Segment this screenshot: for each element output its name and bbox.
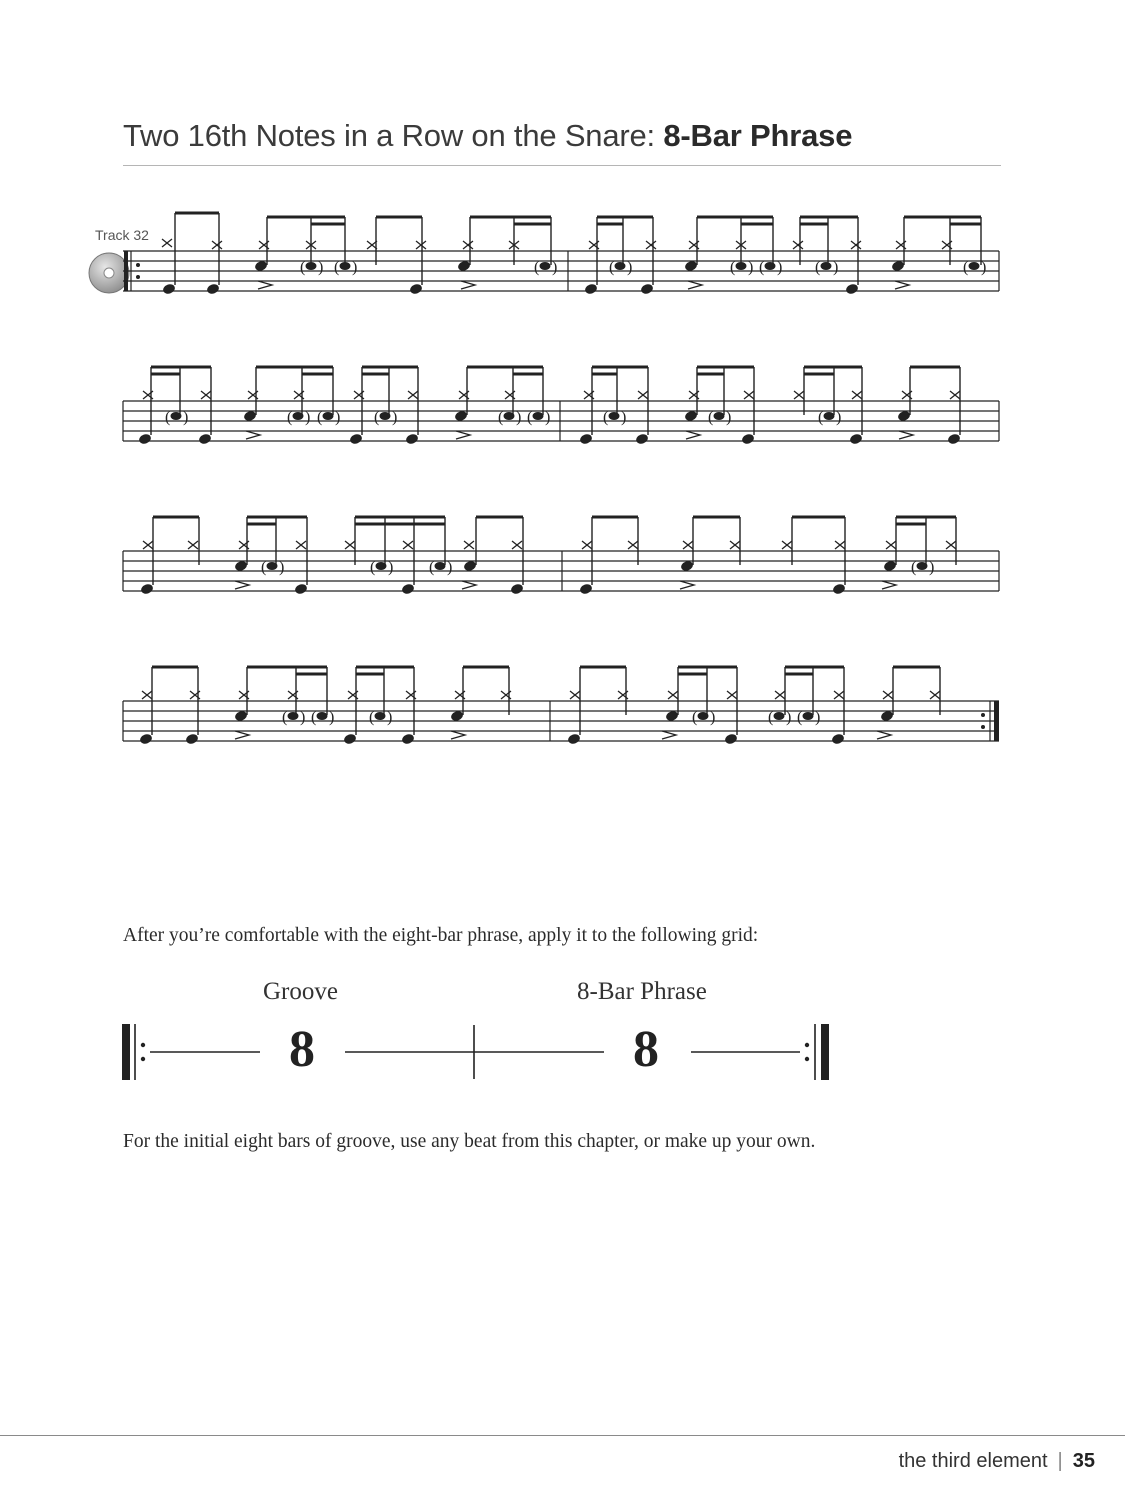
title-bold: 8-Bar Phrase xyxy=(663,118,853,153)
svg-text:): ) xyxy=(318,259,324,276)
svg-text:): ) xyxy=(836,409,842,426)
drum-staff-system-2 xyxy=(0,355,1125,465)
track-label: Track 32 xyxy=(95,227,149,243)
footer-separator: | xyxy=(1057,1450,1063,1472)
groove-bar-count: 8 xyxy=(289,1021,315,1078)
svg-text:): ) xyxy=(748,259,754,276)
svg-text:): ) xyxy=(627,259,633,276)
svg-text:): ) xyxy=(183,409,189,426)
svg-text:): ) xyxy=(552,259,558,276)
svg-text:): ) xyxy=(352,259,358,276)
footer-rule xyxy=(0,1435,1125,1436)
svg-text:(: ( xyxy=(374,409,380,426)
svg-text:): ) xyxy=(279,559,285,576)
svg-text:(: ( xyxy=(369,709,375,726)
svg-text:): ) xyxy=(621,409,627,426)
svg-text:): ) xyxy=(777,259,783,276)
svg-text:): ) xyxy=(447,559,453,576)
svg-text:(: ( xyxy=(963,259,969,276)
svg-text:(: ( xyxy=(603,409,609,426)
svg-text:(: ( xyxy=(334,259,340,276)
closing-paragraph: For the initial eight bars of groove, use any beat from this chapter, or make up your own. xyxy=(123,1131,816,1152)
svg-text:): ) xyxy=(388,559,394,576)
page-footer xyxy=(899,1450,1095,1473)
svg-text:): ) xyxy=(833,259,839,276)
intro-paragraph: After you’re comfortable with the eight-bar phrase, apply it to the following grid: xyxy=(123,925,759,946)
svg-text:): ) xyxy=(815,709,821,726)
drum-staff-system-4 xyxy=(0,655,1125,765)
svg-text:(: ( xyxy=(498,409,504,426)
svg-text:): ) xyxy=(392,409,398,426)
svg-text:): ) xyxy=(981,259,987,276)
groove-label: Groove xyxy=(263,978,338,1005)
svg-text:(: ( xyxy=(730,259,736,276)
title-rule xyxy=(123,165,1001,166)
drum-staff-system-1 xyxy=(0,205,1125,315)
svg-text:(: ( xyxy=(759,259,765,276)
svg-text:(: ( xyxy=(708,409,714,426)
svg-text:(: ( xyxy=(282,709,288,726)
phrase-grid xyxy=(0,1015,1125,1085)
svg-text:(: ( xyxy=(317,409,323,426)
svg-text:(: ( xyxy=(797,709,803,726)
svg-text:): ) xyxy=(300,709,306,726)
svg-text:(: ( xyxy=(609,259,615,276)
drum-staff-system-3 xyxy=(0,505,1125,615)
footer-section: the third element xyxy=(898,1450,1048,1472)
svg-text:(: ( xyxy=(311,709,317,726)
page-number: 35 xyxy=(1072,1450,1095,1472)
svg-text:(: ( xyxy=(534,259,540,276)
svg-text:): ) xyxy=(710,709,716,726)
svg-text:): ) xyxy=(335,409,341,426)
svg-text:): ) xyxy=(726,409,732,426)
svg-text:): ) xyxy=(545,409,551,426)
phrase-label: 8-Bar Phrase xyxy=(577,978,707,1005)
svg-text:(: ( xyxy=(692,709,698,726)
svg-text:(: ( xyxy=(370,559,376,576)
title-text: Two 16th Notes in a Row on the Snare: xyxy=(123,118,664,153)
svg-text:(: ( xyxy=(815,259,821,276)
svg-text:): ) xyxy=(329,709,335,726)
svg-text:): ) xyxy=(786,709,792,726)
svg-text:(: ( xyxy=(429,559,435,576)
svg-text:): ) xyxy=(929,559,935,576)
svg-text:(: ( xyxy=(165,409,171,426)
svg-text:(: ( xyxy=(768,709,774,726)
svg-text:): ) xyxy=(305,409,311,426)
svg-text:(: ( xyxy=(527,409,533,426)
page-title xyxy=(123,118,852,154)
svg-text:(: ( xyxy=(818,409,824,426)
svg-text:(: ( xyxy=(261,559,267,576)
svg-text:(: ( xyxy=(300,259,306,276)
svg-text:): ) xyxy=(516,409,522,426)
svg-text:): ) xyxy=(387,709,393,726)
svg-text:(: ( xyxy=(287,409,293,426)
phrase-bar-count: 8 xyxy=(633,1021,659,1078)
svg-text:(: ( xyxy=(911,559,917,576)
